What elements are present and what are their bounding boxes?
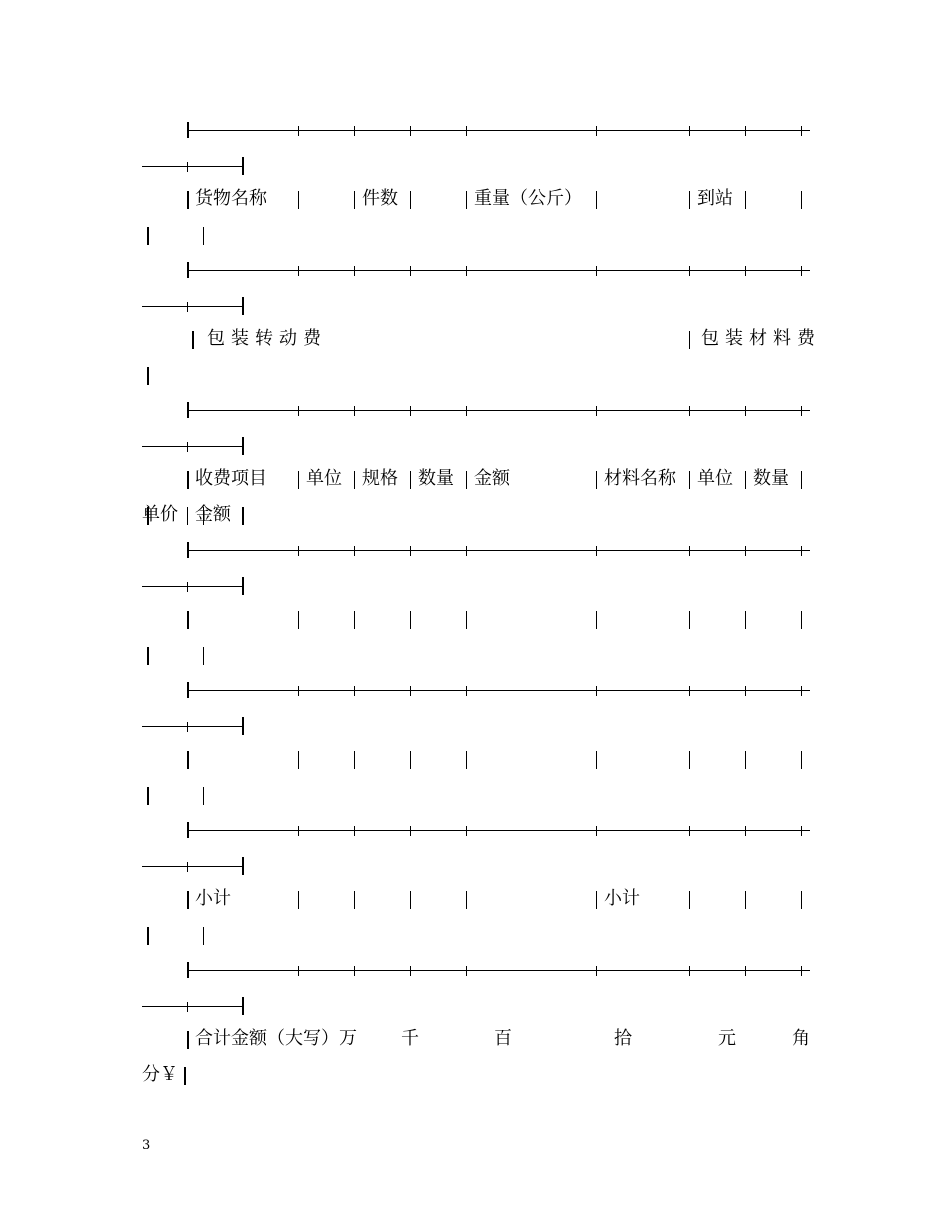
cell-border [242, 507, 244, 525]
rule-tick [689, 126, 690, 136]
rule-end [242, 157, 244, 175]
rule-tick [466, 406, 467, 416]
rule-tick [298, 406, 299, 416]
cell-border [203, 927, 204, 945]
table-rule-continued [142, 166, 242, 167]
cell-border [801, 471, 802, 489]
table-rule [187, 270, 810, 271]
cell-border [354, 751, 355, 769]
cell-border [596, 471, 597, 489]
rule-tick [596, 266, 597, 276]
rule-tick [187, 1002, 188, 1012]
cell-border [187, 191, 189, 209]
cell-border [689, 751, 690, 769]
table-rule [187, 830, 810, 831]
rule-tick [354, 126, 355, 136]
rule-tick [596, 686, 597, 696]
total-unit: 百 [494, 1028, 512, 1049]
rule-tick [689, 686, 690, 696]
cell-border [745, 891, 746, 909]
rule-tick [801, 686, 802, 696]
rule-tick [187, 402, 189, 418]
cell-border [466, 471, 467, 489]
table-rule [187, 130, 810, 131]
cell-border [801, 611, 802, 629]
cell-label-continued: 单价 [142, 504, 178, 525]
cell-border [410, 191, 411, 209]
rule-tick [187, 722, 188, 732]
cell-label: 包装转动费 [207, 328, 327, 349]
cell-border [745, 751, 746, 769]
rule-tick [801, 826, 802, 836]
rule-tick [298, 826, 299, 836]
rule-tick [187, 682, 189, 698]
rule-tick [745, 266, 746, 276]
table-rule-continued [142, 306, 242, 307]
rule-tick [689, 266, 690, 276]
rule-tick [410, 266, 411, 276]
rule-tick [187, 542, 189, 558]
rule-tick [466, 126, 467, 136]
total-label: 合计金额（大写）万 [195, 1028, 357, 1049]
cell-border [466, 191, 467, 209]
cell-border [745, 611, 746, 629]
cell-border [596, 191, 597, 209]
rule-tick [466, 546, 467, 556]
cell-border [187, 751, 189, 769]
cell-label: 包装材料费 [701, 328, 821, 349]
cell-border [147, 227, 149, 245]
rule-tick [745, 966, 746, 976]
cell-border [689, 191, 690, 209]
table-rule-continued [142, 866, 242, 867]
cell-border [745, 471, 746, 489]
rule-tick [298, 546, 299, 556]
cell-border [203, 647, 204, 665]
cell-border [192, 331, 194, 349]
rule-tick [745, 406, 746, 416]
rule-tick [354, 266, 355, 276]
cell-label: 单位 [306, 468, 342, 489]
cell-label: 材料名称 [604, 468, 676, 489]
rule-tick [745, 686, 746, 696]
rule-tick [410, 546, 411, 556]
rule-tick [596, 126, 597, 136]
total-unit: 千 [401, 1028, 419, 1049]
rule-tick [298, 966, 299, 976]
cell-border [147, 367, 149, 385]
cell-border [298, 751, 299, 769]
cell-border [745, 191, 746, 209]
cell-label: 规格 [362, 468, 398, 489]
rule-tick [298, 126, 299, 136]
cell-label: 货物名称 [195, 188, 267, 209]
cell-label: 数量 [418, 468, 454, 489]
rule-tick [354, 406, 355, 416]
rule-tick [410, 966, 411, 976]
rule-tick [187, 122, 189, 138]
rule-tick [187, 822, 189, 838]
cell-border [689, 891, 690, 909]
rule-tick [689, 406, 690, 416]
rule-tick [354, 966, 355, 976]
rule-tick [801, 406, 802, 416]
table-rule [187, 410, 810, 411]
cell-border [187, 507, 188, 525]
cell-border [147, 647, 149, 665]
cell-border [203, 787, 204, 805]
cell-border [466, 891, 467, 909]
cell-border [596, 751, 597, 769]
rule-tick [354, 826, 355, 836]
table-rule [187, 970, 810, 971]
rule-tick [745, 126, 746, 136]
cell-label: 重量（公斤） [474, 188, 582, 209]
cell-label: 数量 [753, 468, 789, 489]
rule-tick [596, 406, 597, 416]
cell-border [184, 1067, 186, 1085]
rule-tick [187, 262, 189, 278]
table-rule [187, 690, 810, 691]
rule-end [242, 857, 244, 875]
table-rule-continued [142, 446, 242, 447]
rule-tick [187, 582, 188, 592]
rule-end [242, 717, 244, 735]
rule-tick [801, 266, 802, 276]
rule-tick [466, 966, 467, 976]
rule-tick [298, 686, 299, 696]
cell-border [689, 471, 690, 489]
rule-end [242, 437, 244, 455]
cell-border [187, 1031, 189, 1049]
cell-label: 小计 [604, 888, 640, 909]
total-unit: 拾 [614, 1028, 632, 1049]
rule-tick [298, 266, 299, 276]
cell-border [689, 611, 690, 629]
rule-tick [466, 686, 467, 696]
cell-border [298, 191, 299, 209]
rule-tick [689, 546, 690, 556]
rule-tick [354, 686, 355, 696]
cell-border [354, 891, 355, 909]
page-number: 3 [142, 1138, 151, 1153]
cell-border [801, 191, 802, 209]
rule-tick [354, 546, 355, 556]
rule-tick [689, 966, 690, 976]
cell-border [298, 611, 299, 629]
table-rule-continued [142, 586, 242, 587]
cell-border [298, 891, 299, 909]
cell-border [801, 751, 802, 769]
cell-border [689, 331, 690, 349]
cell-label: 到站 [697, 188, 733, 209]
cell-border [596, 611, 597, 629]
cell-border [410, 891, 411, 909]
rule-tick [410, 686, 411, 696]
cell-border [801, 891, 802, 909]
total-unit: 角 [792, 1028, 810, 1049]
rule-tick [596, 546, 597, 556]
rule-tick [745, 546, 746, 556]
cell-label-continued: 金额 [195, 504, 231, 525]
rule-tick [187, 302, 188, 312]
rule-tick [596, 826, 597, 836]
table-rule-continued [142, 726, 242, 727]
cell-border [147, 927, 149, 945]
cell-border [596, 891, 597, 909]
rule-end [242, 297, 244, 315]
rule-tick [801, 126, 802, 136]
rule-tick [689, 826, 690, 836]
rule-tick [466, 826, 467, 836]
cell-border [354, 611, 355, 629]
cell-border [147, 787, 149, 805]
table-rule-continued [142, 1006, 242, 1007]
total-unit: 元 [718, 1028, 736, 1049]
cell-border [203, 227, 204, 245]
cell-border [410, 611, 411, 629]
cell-border [187, 471, 189, 489]
total-tail: 分￥ [142, 1064, 178, 1085]
cell-border [410, 471, 411, 489]
rule-tick [187, 442, 188, 452]
rule-tick [187, 862, 188, 872]
cell-label: 件数 [362, 188, 398, 209]
rule-tick [187, 962, 189, 978]
rule-tick [745, 826, 746, 836]
rule-end [242, 577, 244, 595]
cell-border [466, 611, 467, 629]
cell-label: 金额 [474, 468, 510, 489]
cell-border [187, 611, 189, 629]
rule-tick [801, 546, 802, 556]
rule-tick [187, 162, 188, 172]
rule-tick [410, 826, 411, 836]
cell-border [354, 471, 355, 489]
cell-border [187, 891, 189, 909]
rule-end [242, 997, 244, 1015]
cell-label: 单位 [697, 468, 733, 489]
table-rule [187, 550, 810, 551]
cell-border [466, 751, 467, 769]
cell-border [298, 471, 299, 489]
rule-tick [466, 266, 467, 276]
rule-tick [596, 966, 597, 976]
cell-border [410, 751, 411, 769]
cell-label: 收费项目 [195, 468, 267, 489]
rule-tick [410, 406, 411, 416]
rule-tick [801, 966, 802, 976]
cell-border [354, 191, 355, 209]
rule-tick [410, 126, 411, 136]
cell-label: 小计 [195, 888, 231, 909]
